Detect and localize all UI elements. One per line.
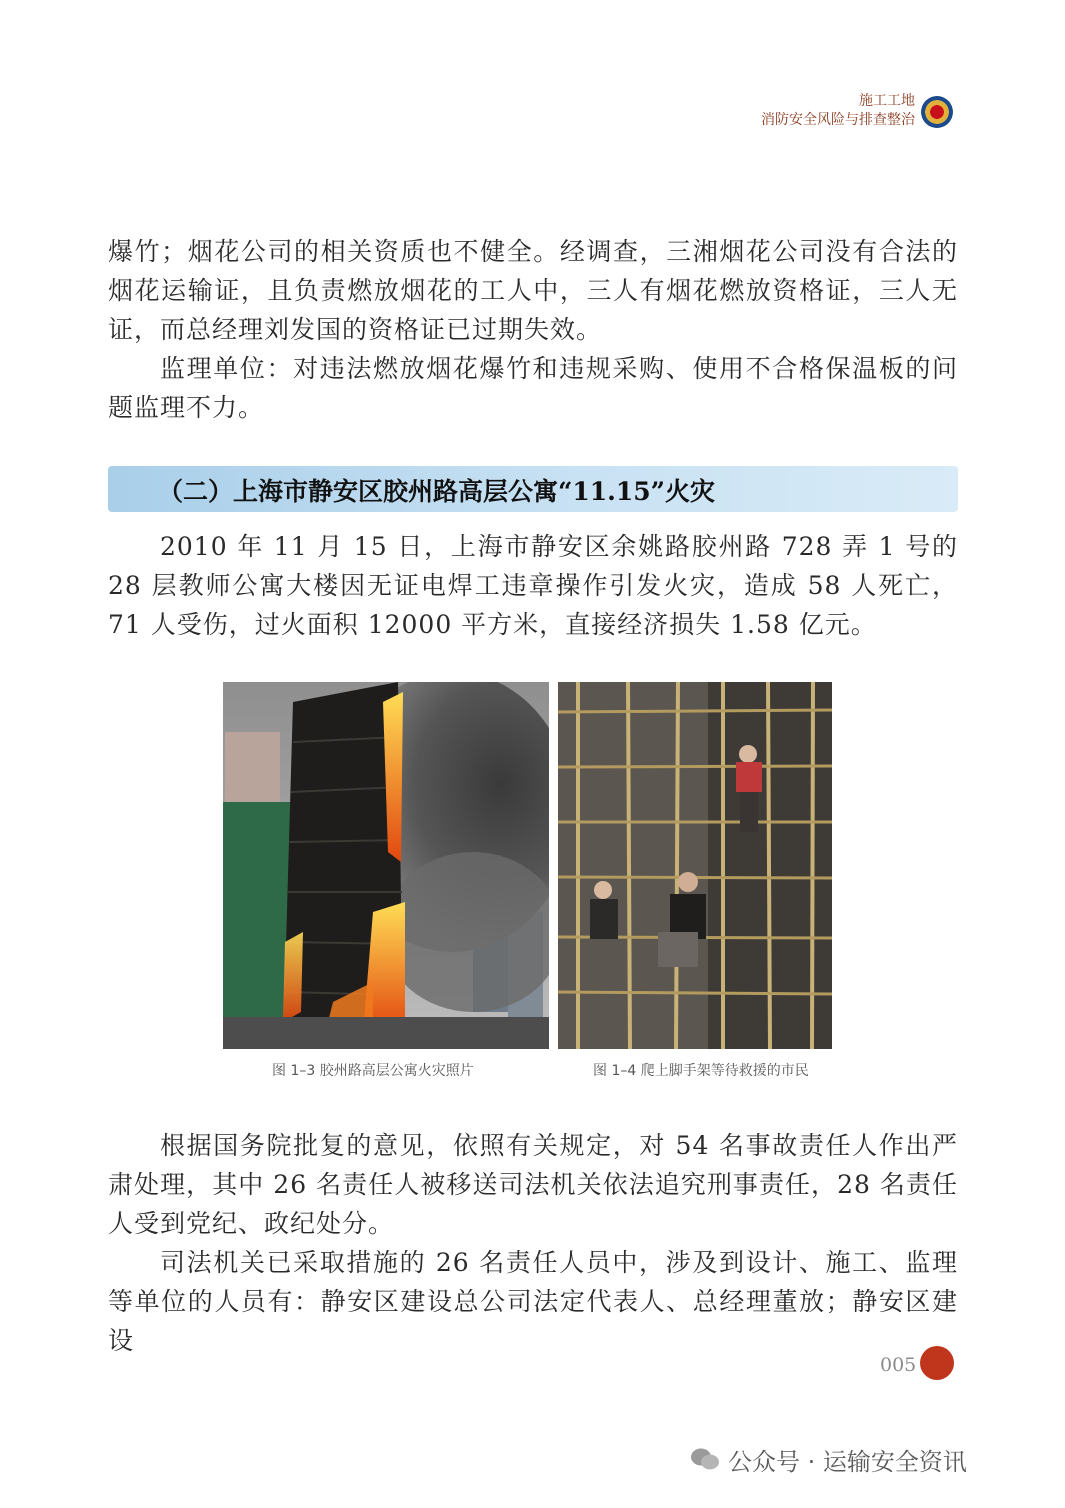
paragraph: 司法机关已采取措施的 26 名责任人员中，涉及到设计、施工、监理等单位的人员有：静安区建设总公司法定代表人、总经理董放；静安区建设 — [108, 1248, 958, 1355]
header-line-2: 消防安全风险与排查整治 — [761, 112, 915, 128]
section-heading-bar — [108, 466, 958, 512]
body-text-bottom — [108, 1126, 958, 1360]
watermark: 公众号 · 运输安全资讯 — [728, 1448, 967, 1476]
paragraph: 爆竹；烟花公司的相关资质也不健全。经调查，三湘烟花公司没有合法的烟花运输证，且负责燃放烟花的工人中，三人有烟花燃放资格证，三人无证，而总经理刘发国的资格证已过期失效。 — [108, 237, 958, 344]
section-title: （二）上海市静安区胶州路高层公寓“11.15”火灾 — [158, 477, 716, 506]
fire-emblem-icon — [921, 96, 953, 128]
page-number: 005 — [880, 1354, 917, 1376]
header-line-1: 施工工地 — [859, 93, 915, 109]
body-text-top — [108, 232, 958, 427]
paragraph: 根据国务院批复的意见，依照有关规定，对 54 名事故责任人作出严肃处理，其中 26 名责任人被移送司法机关依法追究刑事责任，28 名责任人受到党纪、政纪处分。 — [108, 1131, 958, 1238]
paragraph: 监理单位：对违法燃放烟花爆竹和违规采购、使用不合格保温板的问题监理不力。 — [108, 354, 958, 422]
fire-building-photo — [223, 682, 549, 1049]
wechat-icon — [690, 1446, 720, 1472]
running-header — [761, 92, 915, 130]
body-text-intro — [108, 527, 958, 644]
page-marker-dot — [920, 1346, 954, 1380]
figure-caption: 图 1–3 胶州路高层公寓火灾照片 — [272, 1063, 474, 1079]
paragraph: 2010 年 11 月 15 日，上海市静安区余姚路胶州路 728 弄 1 号的 28 层教师公寓大楼因无证电焊工违章操作引发火灾，造成 58 人死亡，71 人受伤，过火面积 12000 平方米，直接经济损失 1.58 亿元。 — [108, 532, 958, 639]
scaffold-rescue-photo — [558, 682, 832, 1049]
figure-caption: 图 1–4 爬上脚手架等待救援的市民 — [593, 1063, 809, 1079]
